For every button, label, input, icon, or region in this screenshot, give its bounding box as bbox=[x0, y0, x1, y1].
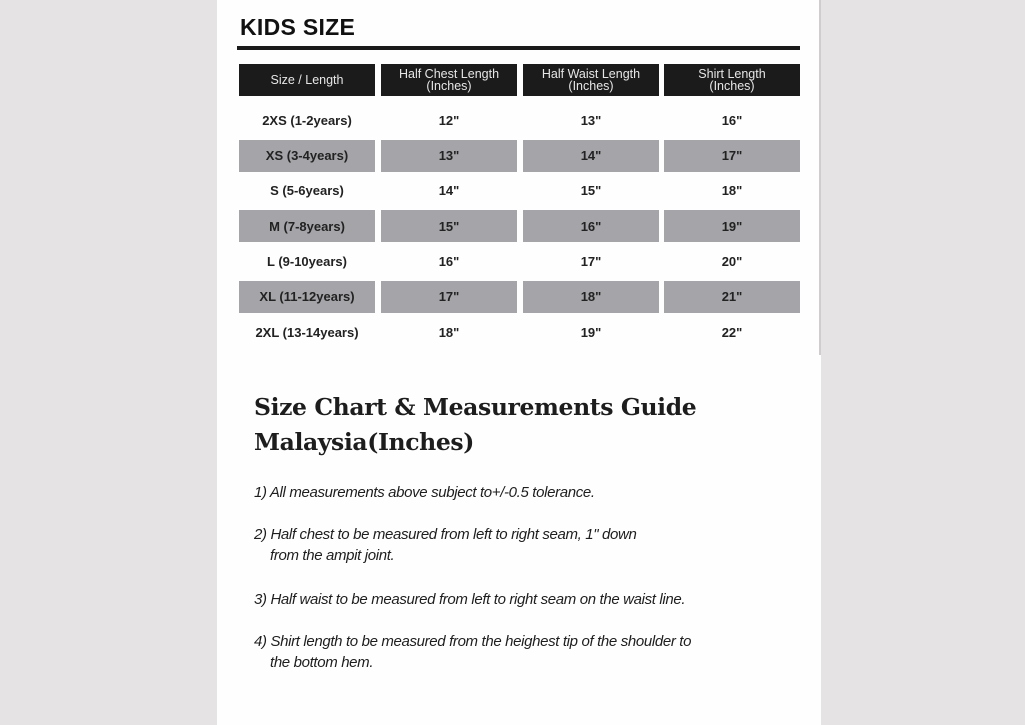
length-cell: 22" bbox=[721, 324, 743, 340]
header-unit: (Inches) bbox=[426, 79, 472, 93]
title-divider bbox=[237, 46, 800, 50]
chest-cell: 16" bbox=[438, 253, 460, 269]
waist-cell: 18" bbox=[523, 281, 659, 313]
size-cell: S (5-6years) bbox=[270, 183, 344, 199]
header-half-chest bbox=[381, 64, 517, 96]
note-item bbox=[254, 631, 691, 673]
size-cell: 2XS (1-2years) bbox=[262, 112, 352, 128]
chest-cell: 14" bbox=[438, 183, 460, 199]
table-row bbox=[237, 316, 800, 351]
header-unit: (Inches) bbox=[709, 79, 755, 93]
table-row bbox=[237, 281, 800, 316]
header-half-waist bbox=[523, 64, 659, 96]
size-cell: 2XL (13-14years) bbox=[255, 324, 359, 340]
chest-cell: 15" bbox=[381, 210, 517, 242]
kids-size-title: KIDS SIZE bbox=[240, 14, 356, 40]
note-item bbox=[254, 589, 685, 610]
waist-cell: 17" bbox=[580, 253, 602, 269]
length-cell: 21" bbox=[664, 281, 800, 313]
length-cell: 20" bbox=[721, 253, 743, 269]
waist-cell: 13" bbox=[580, 112, 602, 128]
table-row bbox=[237, 104, 800, 139]
waist-cell: 16" bbox=[523, 210, 659, 242]
header-unit: (Inches) bbox=[568, 79, 614, 93]
header-label: Half Waist Length bbox=[541, 67, 641, 81]
guide-title bbox=[254, 390, 794, 460]
note-item bbox=[254, 524, 637, 566]
size-cell: L (9-10years) bbox=[267, 253, 347, 269]
note-text-continued: from the ampit joint. bbox=[270, 547, 395, 564]
table-row bbox=[237, 175, 800, 210]
length-cell: 16" bbox=[721, 112, 743, 128]
note-text-continued: the bottom hem. bbox=[270, 654, 374, 671]
waist-cell: 14" bbox=[523, 140, 659, 172]
chest-cell: 18" bbox=[438, 324, 460, 340]
chest-cell: 13" bbox=[381, 140, 517, 172]
note-text: 2) Half chest to be measured from left to right seam, 1" down bbox=[254, 526, 637, 543]
length-cell: 18" bbox=[721, 183, 743, 199]
table-row bbox=[237, 140, 800, 175]
header-shirt-length bbox=[664, 64, 800, 96]
kids-size-table bbox=[237, 64, 800, 351]
page-edge-divider bbox=[819, 0, 821, 355]
waist-cell: 19" bbox=[580, 324, 602, 340]
waist-cell: 15" bbox=[580, 183, 602, 199]
header-label: Half Chest Length bbox=[398, 67, 500, 81]
size-cell: M (7-8years) bbox=[239, 210, 375, 242]
table-row bbox=[237, 245, 800, 280]
size-cell: XL (11-12years) bbox=[239, 281, 375, 313]
header-label: Size / Length bbox=[270, 73, 344, 87]
table-header-row bbox=[237, 64, 800, 99]
table-row bbox=[237, 210, 800, 245]
length-cell: 17" bbox=[664, 140, 800, 172]
header-label: Shirt Length bbox=[698, 67, 766, 81]
note-text: 4) Shirt length to be measured from the heighest tip of the shoulder to bbox=[254, 633, 692, 650]
guide-title-line: Malaysia(Inches) bbox=[254, 428, 474, 456]
note-text: 1) All measurements above subject to+/-0.5 tolerance. bbox=[254, 484, 595, 501]
note-text: 3) Half waist to be measured from left to right seam on the waist line. bbox=[254, 591, 686, 608]
chest-cell: 12" bbox=[438, 112, 460, 128]
size-cell: XS (3-4years) bbox=[239, 140, 375, 172]
chest-cell: 17" bbox=[381, 281, 517, 313]
header-size-length bbox=[239, 64, 375, 96]
note-item bbox=[254, 482, 595, 503]
length-cell: 19" bbox=[664, 210, 800, 242]
guide-title-line: Size Chart & Measurements Guide bbox=[254, 393, 697, 421]
